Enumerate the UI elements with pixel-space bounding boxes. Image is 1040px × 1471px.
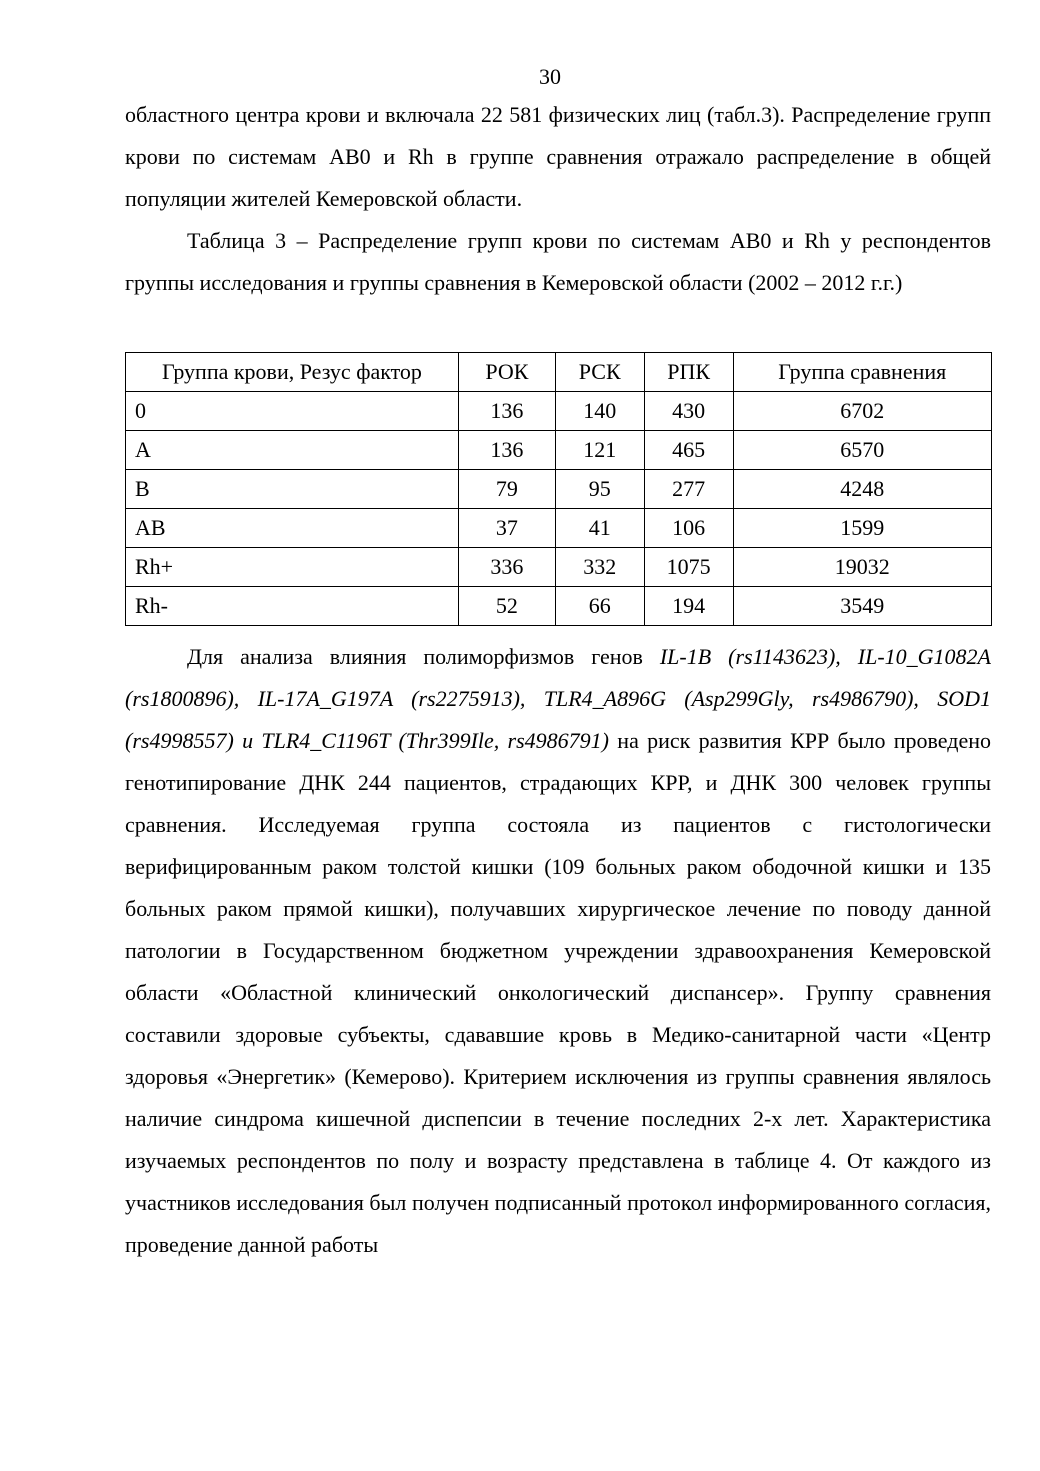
table-caption-block [125,220,991,304]
table-row [126,509,992,548]
cell-rsk: 121 [555,431,644,470]
cell-rpk: 106 [644,509,733,548]
cell-rok: 79 [458,470,555,509]
table-row [126,587,992,626]
column-header-rok: РОК [458,353,555,392]
cell-rok: 336 [458,548,555,587]
cell-rsk: 66 [555,587,644,626]
methods-paragraph-block [125,636,991,1266]
intro-paragraph-block [125,94,991,220]
intro-paragraph: областного центра крови и включала 22 581 физических лиц (табл.3). Распределение групп крови по системам АВ0 и Rh в группе сравнения отражало распределение в общей популяции жителей Кемеровской области. [125,102,991,211]
cell-rpk: 194 [644,587,733,626]
table-row [126,548,992,587]
cell-rpk: 430 [644,392,733,431]
cell-comparison: 3549 [733,587,991,626]
cell-rpk: 465 [644,431,733,470]
row-label: А [126,431,459,470]
cell-rok: 52 [458,587,555,626]
cell-rok: 37 [458,509,555,548]
cell-comparison: 1599 [733,509,991,548]
table-row [126,470,992,509]
row-label: В [126,470,459,509]
cell-comparison: 4248 [733,470,991,509]
table-header-row [126,353,992,392]
cell-rok: 136 [458,431,555,470]
cell-rpk: 1075 [644,548,733,587]
table-caption: Таблица 3 – Распределение групп крови по системам АВ0 и Rh у респондентов группы исследования и группы сравнения в Кемеровской области (2002 – 2012 г.г.) [125,228,991,295]
cell-rsk: 95 [555,470,644,509]
cell-rsk: 41 [555,509,644,548]
row-label: 0 [126,392,459,431]
column-header-rsk: РСК [555,353,644,392]
gene-list: IL-1B (rs1143623), IL-10_G1082A (rs1800896), IL-17A_G197A (rs2275913), TLR4_A896G (Asp299Gly, rs4986790), SOD1 (rs4998557) и TLR4_C1196T (Thr399Ile, rs4986791) [125,644,991,753]
column-header-comparison-group: Группа сравнения [733,353,991,392]
column-header-rpk: РПК [644,353,733,392]
cell-rpk: 277 [644,470,733,509]
cell-rsk: 332 [555,548,644,587]
cell-rok: 136 [458,392,555,431]
column-header-blood-group: Группа крови, Резус фактор [126,353,459,392]
page-number: 30 [539,64,561,89]
methods-lead-text: Для анализа влияния полиморфизмов генов [187,644,660,669]
row-label: Rh- [126,587,459,626]
cell-comparison: 19032 [733,548,991,587]
blood-group-table [125,352,992,626]
row-label: Rh+ [126,548,459,587]
methods-body-text: на риск развития КРР было проведено генотипирование ДНК 244 пациентов, страдающих КРР, и ДНК 300 человек группы сравнения. Исследуемая группа состояла из пациентов с гистологически верифицированным раком толстой кишки (109 больных раком ободочной кишки и 135 больных раком прямой кишки), получавших хирургическое лечение по поводу данной патологии в Государственном бюджетном учреждении здравоохранения Кемеровской области «Областной клинический онкологический диспансер». Группу сравнения составили здоровые субъекты, сдававшие кровь в Медико-санитарной части «Центр здоровья «Энергетик» (Кемерово). Критерием исключения из группы сравнения являлось наличие синдрома кишечной диспепсии в течение последних 2-х лет. Характеристика изучаемых респондентов по полу и возрасту представлена в таблице 4. От каждого из участников исследования был получен подписанный протокол информированного согласия, проведение данной работы [125,728,991,1257]
table-row [126,392,992,431]
methods-paragraph [125,636,991,1266]
cell-comparison: 6702 [733,392,991,431]
cell-comparison: 6570 [733,431,991,470]
cell-rsk: 140 [555,392,644,431]
table-row [126,431,992,470]
row-label: АВ [126,509,459,548]
